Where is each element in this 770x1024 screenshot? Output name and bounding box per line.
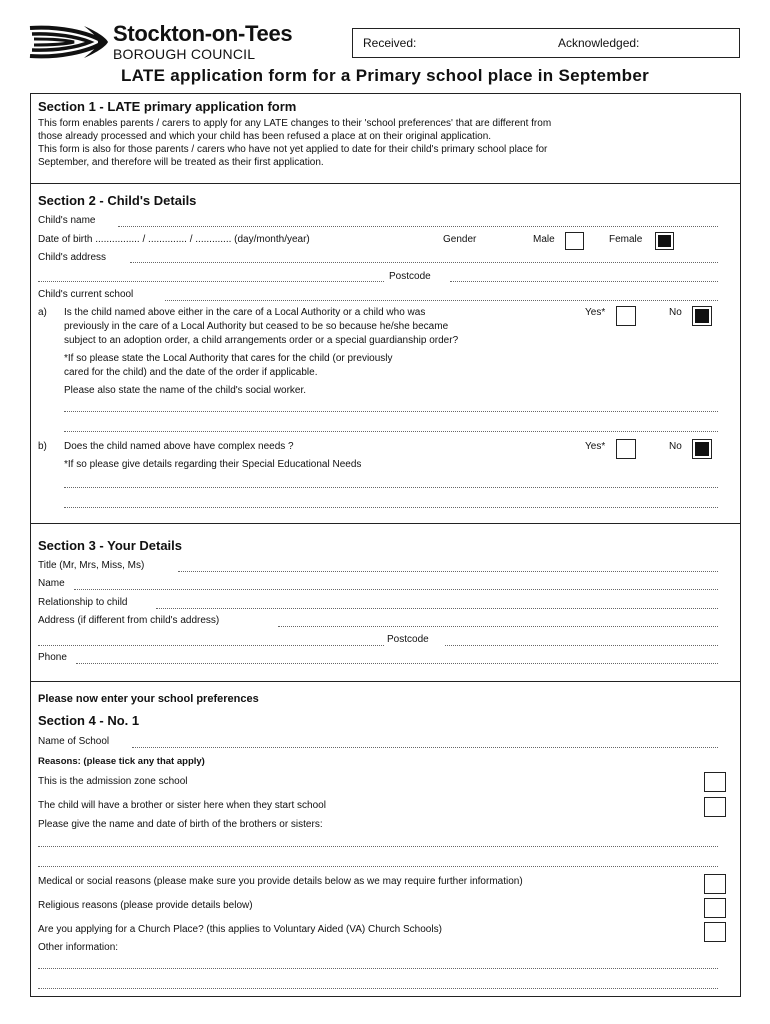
sibling-details-field[interactable] <box>38 846 718 847</box>
preferences-intro: Please now enter your school preferences <box>38 693 259 705</box>
child-address-label: Child's address <box>38 252 107 263</box>
relationship-field[interactable] <box>156 608 718 609</box>
sibling-details-field-2[interactable] <box>38 866 718 867</box>
title-label: Title (Mr, Mrs, Miss, Ms) <box>38 560 145 571</box>
phone-label: Phone <box>38 652 67 663</box>
question-a-note: *If so please state the Local Authority that cares for the child (or previously <box>64 353 393 364</box>
section4-heading: Section 4 - No. 1 <box>38 713 140 728</box>
childs-name-label: Child's name <box>38 215 96 226</box>
name-label: Name <box>38 578 65 589</box>
reason-church-label: Are you applying for a Church Place? (this applies to Voluntary Aided (VA) Church Schools) <box>38 924 442 935</box>
other-info-label: Other information: <box>38 942 119 953</box>
child-address-field-2[interactable] <box>38 281 384 282</box>
current-school-label: Child's current school <box>38 289 134 300</box>
male-label: Male <box>533 234 555 245</box>
org-name: Stockton-on-Tees <box>113 21 293 46</box>
parent-postcode-field[interactable] <box>445 645 718 646</box>
question-b-no-label: No <box>669 441 682 452</box>
section1-heading: Section 1 - LATE primary application form <box>38 99 297 114</box>
section3-heading: Section 3 - Your Details <box>38 538 183 553</box>
question-a-yes-checkbox[interactable] <box>616 306 636 326</box>
other-info-field-2[interactable] <box>38 988 718 989</box>
reason-medical-label: Medical or social reasons (please make sure you provide details below as we may require further information) <box>38 876 523 887</box>
parent-address-field[interactable] <box>278 626 718 627</box>
form-title: LATE application form for a Primary school place in September <box>120 66 650 85</box>
section-divider <box>30 523 741 524</box>
reason-medical-checkbox[interactable] <box>704 874 726 894</box>
childs-name-field[interactable] <box>118 226 718 227</box>
reason-zone-checkbox[interactable] <box>704 772 726 792</box>
section-divider <box>30 183 741 184</box>
question-a-text: previously in the care of a Local Authority but ceased to be so because he/she became <box>64 321 449 332</box>
sibling-details-label: Please give the name and date of birth of the brothers or sisters: <box>38 819 323 830</box>
school-name-field[interactable] <box>132 747 718 748</box>
question-a-text: Is the child named above either in the care of a Local Authority or a child who was <box>64 307 426 318</box>
question-a-no-checkbox[interactable] <box>692 306 712 326</box>
other-info-field[interactable] <box>38 968 718 969</box>
org-subtitle: BOROUGH COUNCIL <box>113 46 256 62</box>
reason-zone-label: This is the admission zone school <box>38 776 188 787</box>
reason-sibling-label: The child will have a brother or sister here when they start school <box>38 800 326 811</box>
social-worker-label: Please also state the name of the child's social worker. <box>64 385 307 396</box>
parent-address-field-2[interactable] <box>38 645 384 646</box>
section2-heading: Section 2 - Child's Details <box>38 193 197 208</box>
question-a-yes-label: Yes* <box>585 307 606 318</box>
section1-text: This form is also for those parents / carers who have not yet applied to date for their child's primary school place for <box>38 144 548 155</box>
question-a-detail-field-2[interactable] <box>64 431 718 432</box>
child-address-field[interactable] <box>130 262 718 263</box>
question-b-text: Does the child named above have complex needs ? <box>64 441 294 452</box>
question-a-note: cared for the child) and the date of the order if applicable. <box>64 367 318 378</box>
gender-label: Gender <box>443 234 477 245</box>
reason-sibling-checkbox[interactable] <box>704 797 726 817</box>
question-b-label: b) <box>38 441 47 452</box>
reason-religious-checkbox[interactable] <box>704 898 726 918</box>
question-a-detail-field[interactable] <box>64 411 718 412</box>
title-field[interactable] <box>178 571 718 572</box>
female-label: Female <box>609 234 643 245</box>
question-a-label: a) <box>38 307 47 318</box>
question-b-yes-label: Yes* <box>585 441 606 452</box>
parent-address-label: Address (if different from child's address) <box>38 615 220 626</box>
relationship-label: Relationship to child <box>38 597 128 608</box>
reason-religious-label: Religious reasons (please provide details below) <box>38 900 253 911</box>
parent-postcode-label: Postcode <box>387 634 429 645</box>
child-postcode-label: Postcode <box>389 271 431 282</box>
question-b-yes-checkbox[interactable] <box>616 439 636 459</box>
reason-church-checkbox[interactable] <box>704 922 726 942</box>
question-a-text: subject to an adoption order, a child arrangements order or a special guardianship order? <box>64 335 459 346</box>
section1-text: This form enables parents / carers to apply for any LATE changes to their 'school preferences' that are different from <box>38 118 552 129</box>
acknowledged-label: Acknowledged: <box>558 36 640 50</box>
section1-text: those already processed and which your child has been refused a place at on their original application. <box>38 131 492 142</box>
reasons-label: Reasons: (please tick any that apply) <box>38 756 205 767</box>
dob-field[interactable]: Date of birth ................ / .............. / ............. (day/month/year) <box>38 234 310 245</box>
question-b-detail-field-2[interactable] <box>64 507 718 508</box>
question-b-note: *If so please give details regarding their Special Educational Needs <box>64 459 362 470</box>
current-school-field[interactable] <box>165 300 718 301</box>
phone-field[interactable] <box>76 663 718 664</box>
section-divider <box>30 681 741 682</box>
office-use-box <box>352 28 740 58</box>
question-a-no-label: No <box>669 307 682 318</box>
child-postcode-field[interactable] <box>450 281 718 282</box>
question-b-no-checkbox[interactable] <box>692 439 712 459</box>
council-logo-icon <box>28 22 108 62</box>
name-field[interactable] <box>74 589 718 590</box>
section1-text: September, and therefore will be treated as their first application. <box>38 157 324 168</box>
question-b-detail-field[interactable] <box>64 487 718 488</box>
received-label: Received: <box>363 36 417 50</box>
female-checkbox[interactable] <box>655 232 674 250</box>
school-name-label: Name of School <box>38 736 110 747</box>
male-checkbox[interactable] <box>565 232 584 250</box>
